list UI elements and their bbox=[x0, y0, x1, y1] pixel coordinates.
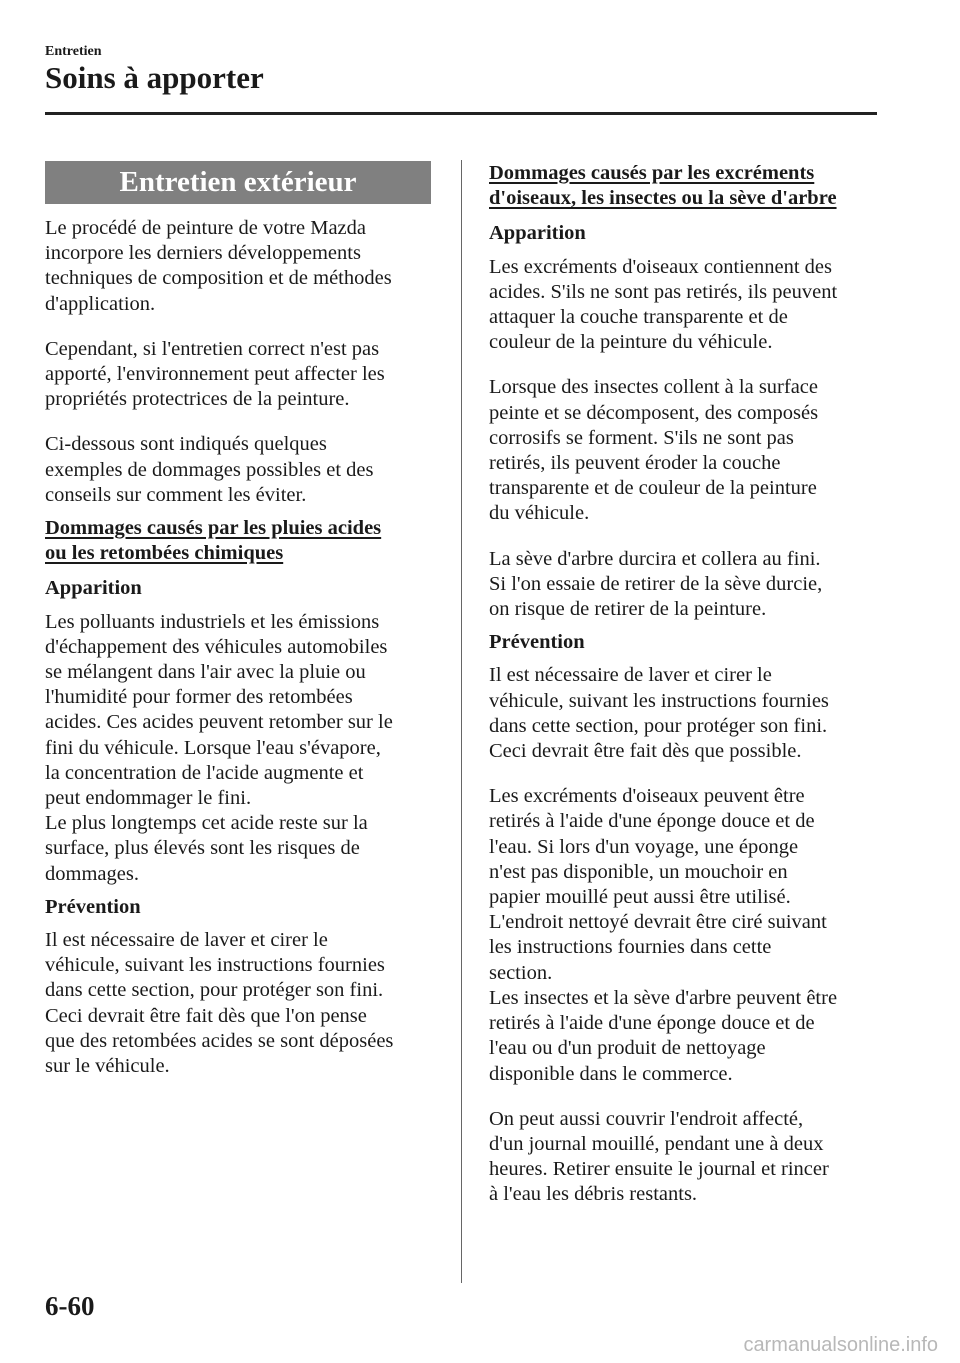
acid-prevention-label: Prévention bbox=[45, 895, 141, 918]
bird-prevention-label: Prévention bbox=[489, 631, 585, 654]
header-divider bbox=[45, 112, 877, 115]
left-column bbox=[45, 161, 433, 1099]
bird-prevention-text-2: Les excréments d'oiseaux peuvent être retirés à l'aide d'une éponge douce et de l'eau. Si lors d'un voyage, une éponge n'est pas disponible, un mouchoir en papier mouillé peut aussi être utilisé. L'endroit nettoyé devrait être ciré suivant les instructions fournies dans cette section. Les insectes et la sève d'arbre peuvent être retirés à l'aide d'une éponge douce et de l'eau ou d'un produit de nettoyage disponible dans le commerce. bbox=[489, 785, 838, 1085]
bird-appearance-label: Apparition bbox=[489, 222, 586, 245]
page-title: Soins à apporter bbox=[45, 60, 264, 95]
acid-rain-heading: Dommages causés par les pluies acides ou les retombées chimiques bbox=[45, 517, 382, 565]
bird-prevention-text-1: Il est nécessaire de laver et cirer le véhicule, suivant les instructions fournies dans cette section, pour protéger son fini. Ceci devrait être fait dès que possible. bbox=[489, 664, 829, 763]
intro-paragraph-2: Cependant, si l'entretien correct n'est pas apporté, l'environnement peut affecter les propriétés protectrices de la peinture. bbox=[45, 337, 385, 411]
acid-prevention-text: Il est nécessaire de laver et cirer le véhicule, suivant les instructions fournies dans cette section, pour protéger son fini. Ceci devrait être fait dès que l'on pense que des retombées acides se sont déposées sur le véhicule. bbox=[45, 929, 394, 1078]
watermark: carmanualsonline.info bbox=[743, 1334, 938, 1356]
bird-appearance-text-3: La sève d'arbre durcira et collera au fini. Si l'on essaie de retirer de la sève durcie, on risque de retirer de la peinture. bbox=[489, 547, 823, 621]
intro-paragraph-3: Ci-dessous sont indiqués quelques exemples de dommages possibles et des conseils sur comment les éviter. bbox=[45, 433, 374, 506]
acid-appearance-text: Les polluants industriels et les émissions d'échappement des véhicules automobiles se mélangent dans l'air avec la pluie ou l'humidité pour former des retombées acides. Ces acides peuvent retomber sur le fini du véhicule. Lorsque l'eau s'évapore, la concentration de l'acide augmente et peut endommager le fini. Le plus longtemps cet acide reste sur la surface, plus élevés sont les risques de dommages. bbox=[45, 610, 393, 885]
chapter-label: Entretien bbox=[45, 44, 102, 59]
bird-appearance-text-1: Les excréments d'oiseaux contiennent des acides. S'ils ne sont pas retirés, ils peuvent attaquer la couche transparente et de couleur de la peinture du véhicule. bbox=[489, 255, 838, 354]
page-number: 6-60 bbox=[45, 1291, 95, 1321]
bird-droppings-heading: Dommages causés par les excréments d'oiseaux, les insectes ou la sève d'arbre bbox=[489, 162, 837, 210]
acid-appearance-label: Apparition bbox=[45, 577, 142, 600]
bird-appearance-text-2: Lorsque des insectes collent à la surface peinte et se décomposent, des composés corrosifs se forment. S'ils ne sont pas retirés, ils peuvent éroder la couche transparente et de couleur de la peinture du véhicule. bbox=[489, 376, 819, 525]
column-divider bbox=[461, 160, 462, 1283]
right-column bbox=[489, 161, 877, 1228]
intro-paragraph-1: Le procédé de peinture de votre Mazda incorpore les derniers développements techniques de composition et de méthodes d'application. bbox=[45, 217, 392, 315]
section-banner: Entretien extérieur bbox=[45, 161, 431, 204]
bird-prevention-text-3: On peut aussi couvrir l'endroit affecté, d'un journal mouillé, pendant une à deux heures. Retirer ensuite le journal et rincer à l'eau les débris restants. bbox=[489, 1107, 829, 1206]
